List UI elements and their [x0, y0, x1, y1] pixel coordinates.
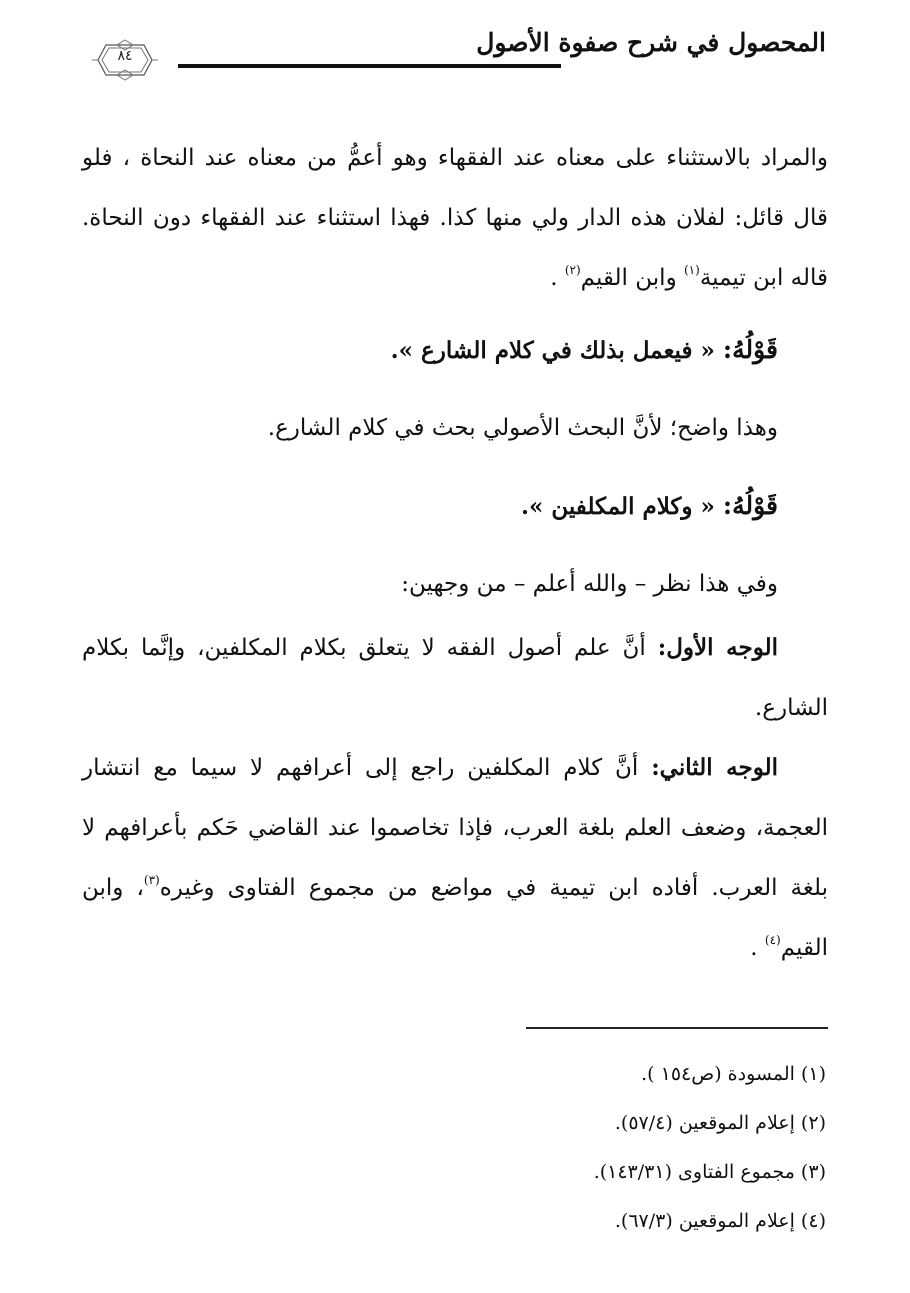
footnote-ref-4: (٤)	[764, 933, 781, 947]
page-number: ٨٤	[117, 48, 133, 64]
footnote-2: (٢) إعلام الموقعين (٥٧/٤).	[614, 1112, 826, 1134]
paragraph-2	[82, 320, 828, 381]
quoted-text: « فيعمل بذلك في كلام الشارع ».	[390, 337, 723, 364]
paragraph-7	[82, 738, 828, 978]
footnote-ref-1: (١)	[683, 263, 700, 277]
p1-line3b: وابن القيم	[580, 265, 684, 291]
footnote-4: (٤) إعلام الموقعين (٦٧/٣).	[614, 1210, 826, 1232]
footnote-1: (١) المسودة (ص١٥٤ ).	[641, 1063, 826, 1085]
running-title: المحصول في شرح صفوة الأصول	[476, 28, 826, 57]
p1-line3a: النحاة. قاله ابن تيمية	[82, 205, 828, 291]
second-aspect-label: الوجه الثاني:	[651, 754, 778, 781]
qawluhu-label: قَوْلُهُ:	[722, 491, 778, 520]
header-rule	[178, 64, 561, 68]
second-aspect-text-b: ، وابن القيم	[82, 875, 828, 961]
second-aspect-text-c: .	[750, 935, 765, 961]
p1-line2: فلو قال قائل: لفلان هذه الدار ولي منها كذا. فهذا استثناء عند الفقهاء دون	[82, 145, 828, 231]
page-number-badge	[92, 39, 158, 81]
quoted-text: « وكلام المكلفين ».	[520, 493, 723, 520]
footnote-ref-2: (٢)	[564, 263, 581, 277]
p1-line3c: .	[550, 265, 565, 291]
footnote-3: (٣) مجموع الفتاوى (١٤٣/٣١).	[593, 1161, 826, 1183]
paragraph-5: وفي هذا نظر – والله أعلم – من وجهين:	[401, 571, 778, 597]
p1-line1: والمراد بالاستثناء على معناه عند الفقهاء وهو أعمُّ من معناه عند النحاة ،	[122, 145, 829, 171]
second-aspect-text: أنَّ كلام المكلفين راجع إلى أعرافهم لا سيما مع انتشار العجمة، وضعف العلم بلغة العرب، فإذا تخاصموا عند القاضي حَكم بأعرافهم لا بلغة العرب. أفاده ابن تيمية في مواضع من مجموع الفتاوى وغيره	[82, 755, 828, 901]
footnote-ref-3: (٣)	[143, 873, 160, 887]
paragraph-3: وهذا واضح؛ لأنَّ البحث الأصولي بحث في كلام الشارع.	[267, 415, 778, 441]
first-aspect-text: أنَّ علم أصول الفقه لا يتعلق بكلام المكلفين، وإنَّما بكلام الشارع.	[82, 635, 828, 721]
paragraph-1	[82, 128, 828, 308]
footnote-separator	[526, 1027, 828, 1029]
paragraph-4	[82, 476, 828, 537]
paragraph-6	[82, 618, 828, 738]
qawluhu-label: قَوْلُهُ:	[722, 335, 778, 364]
first-aspect-label: الوجه الأول:	[657, 634, 778, 661]
